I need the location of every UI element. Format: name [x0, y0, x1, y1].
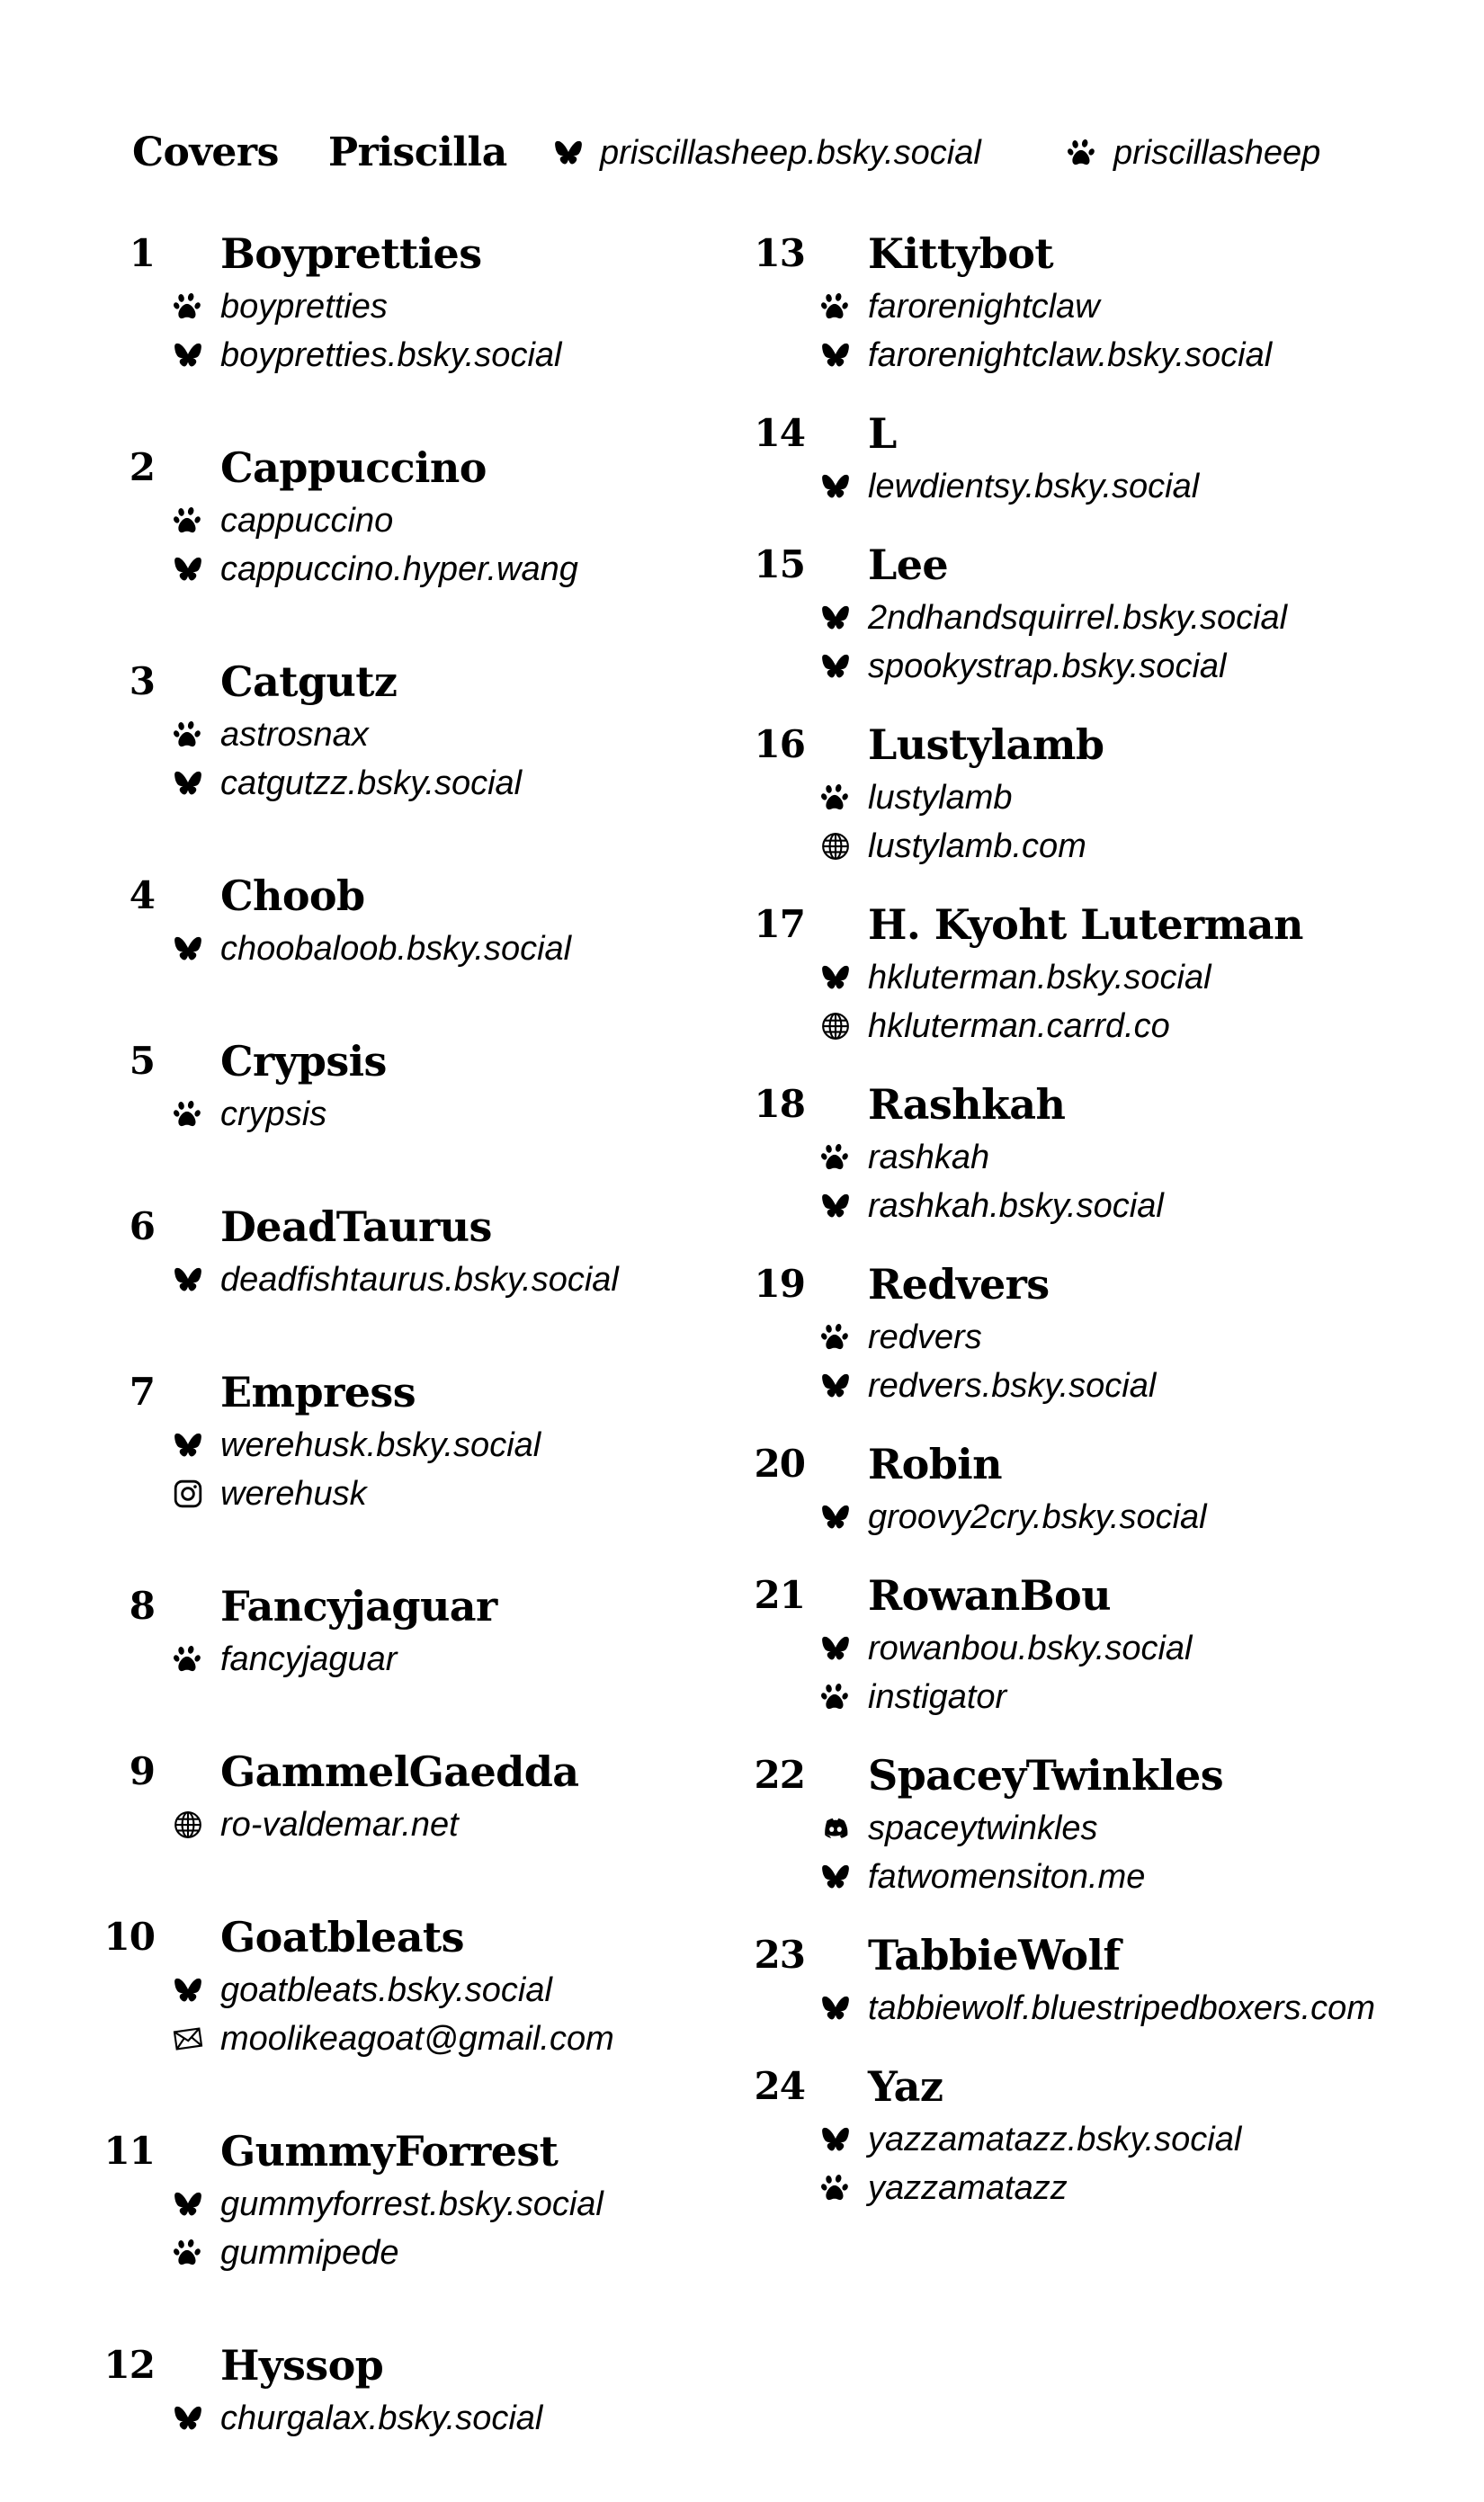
artist-link-paw[interactable]	[0, 1090, 720, 1139]
entry-number: 12	[103, 2343, 155, 2387]
bluesky-butterfly-icon	[820, 603, 851, 633]
entry-heading	[0, 1032, 720, 1090]
artist-handle: deadfishtaurus.bsky.social	[220, 1261, 619, 1299]
cover-entry	[648, 1255, 1457, 1410]
artist-handle: redvers	[868, 1318, 982, 1356]
bluesky-butterfly-icon	[820, 962, 851, 993]
entry-heading	[0, 867, 720, 925]
entry-number: 18	[754, 1082, 805, 1126]
entry-heading	[0, 1198, 720, 1255]
artist-link-butterfly[interactable]	[0, 759, 720, 808]
artist-handle: churgalax.bsky.social	[220, 2399, 543, 2437]
instagram-icon	[173, 1479, 203, 1509]
entry-number: 6	[129, 1204, 155, 1248]
bluesky-butterfly-icon	[173, 934, 203, 964]
artist-handle: ro-valdemar.net	[220, 1806, 459, 1844]
artist-link-paw[interactable]	[648, 1673, 1457, 1721]
cover-entry	[648, 896, 1457, 1050]
artist-link-globe[interactable]	[648, 822, 1457, 871]
page-header	[0, 126, 1484, 180]
artist-link-paw[interactable]	[648, 282, 1457, 331]
artist-name: GammelGaedda	[220, 1747, 579, 1796]
artist-link-butterfly[interactable]	[0, 545, 720, 594]
entry-heading	[648, 405, 1457, 462]
artist-name: Boypretties	[220, 229, 482, 278]
artist-handle: 2ndhandsquirrel.bsky.social	[868, 599, 1288, 637]
artist-handle: catgutzz.bsky.social	[220, 764, 523, 802]
bluesky-butterfly-icon	[820, 1993, 851, 2024]
discord-icon	[820, 1813, 851, 1844]
artist-link-butterfly[interactable]	[648, 462, 1457, 511]
paw-icon	[173, 505, 203, 536]
artist-handle: gummipede	[220, 2234, 399, 2272]
artist-handle: spaceytwinkles	[868, 1809, 1098, 1847]
entry-heading	[0, 653, 720, 710]
paw-icon	[820, 1322, 851, 1353]
artist-name: Lee	[868, 541, 949, 589]
artist-link-butterfly[interactable]	[648, 1853, 1457, 1901]
entry-heading	[0, 2337, 720, 2394]
cover-list-left-column	[0, 225, 720, 2502]
artist-link-discord[interactable]	[648, 1804, 1457, 1853]
entry-number: 17	[754, 902, 805, 946]
cover-entry	[0, 1577, 720, 1684]
artist-handle: boypretties	[220, 288, 388, 326]
bluesky-butterfly-icon	[173, 554, 203, 585]
cover-entry	[0, 867, 720, 973]
cover-entry	[0, 1743, 720, 1849]
cover-entry	[648, 1926, 1457, 2033]
artist-handle: gummyforrest.bsky.social	[220, 2185, 603, 2223]
bluesky-butterfly-icon	[820, 1502, 851, 1532]
artist-handle: lustylamb.com	[868, 827, 1086, 865]
artist-handle: rowanbou.bsky.social	[868, 1630, 1193, 1667]
paw-icon	[1067, 138, 1097, 168]
entry-number: 19	[754, 1262, 805, 1306]
artist-handle: yazzamatazz.bsky.social	[868, 2121, 1242, 2158]
artist-link-butterfly[interactable]	[648, 642, 1457, 691]
paw-icon	[820, 1682, 851, 1712]
globe-icon	[173, 1809, 203, 1840]
bluesky-butterfly-icon	[820, 471, 851, 502]
paw-icon	[173, 2238, 203, 2268]
entry-heading	[0, 1363, 720, 1421]
artist-name: Rashkah	[868, 1080, 1066, 1129]
cover-entry	[0, 1032, 720, 1139]
bluesky-butterfly-icon	[173, 340, 203, 371]
entry-number: 3	[129, 659, 155, 703]
entry-number: 20	[754, 1442, 805, 1486]
artist-handle: tabbiewolf.bluestripedboxers.com	[868, 1989, 1375, 2027]
artist-link-butterfly[interactable]	[648, 1493, 1457, 1541]
entry-number: 7	[129, 1370, 155, 1414]
artist-link-butterfly[interactable]	[648, 1624, 1457, 1673]
cover-entry	[648, 1567, 1457, 1721]
cover-entry	[648, 225, 1457, 380]
paw-icon	[173, 1099, 203, 1130]
entry-heading	[648, 896, 1457, 953]
entry-number: 4	[129, 873, 155, 917]
entry-number: 23	[754, 1933, 805, 1977]
entry-number: 24	[754, 2064, 805, 2108]
artist-name: RowanBou	[868, 1571, 1111, 1620]
entry-number: 10	[103, 1915, 155, 1959]
artist-link-butterfly[interactable]	[648, 2115, 1457, 2164]
entry-number: 14	[754, 411, 805, 455]
cover-entry	[0, 2122, 720, 2277]
bluesky-butterfly-icon	[820, 651, 851, 682]
artist-paw-handle: priscillasheep	[1113, 133, 1321, 172]
artist-name: Crypsis	[220, 1037, 387, 1086]
artist-handle: redvers.bsky.social	[868, 1367, 1157, 1405]
entry-heading	[0, 2122, 720, 2180]
artist-name: Cappuccino	[220, 443, 487, 492]
entry-number: 13	[754, 231, 805, 275]
paw-icon	[173, 291, 203, 322]
artist-handle: lewdientsy.bsky.social	[868, 468, 1200, 505]
artist-handle: lustylamb	[868, 779, 1013, 817]
cover-entry	[648, 716, 1457, 871]
entry-heading	[648, 1076, 1457, 1133]
entry-heading	[648, 1435, 1457, 1493]
paw-icon	[820, 782, 851, 813]
entry-number: 5	[129, 1039, 155, 1083]
entry-number: 16	[754, 722, 805, 766]
artist-handle: moolikeagoat@gmail.com	[220, 2020, 614, 2058]
cover-entry	[648, 1435, 1457, 1541]
artist-link-paw[interactable]	[0, 496, 720, 545]
entry-number: 9	[129, 1749, 155, 1793]
cover-entry	[648, 1747, 1457, 1901]
artist-link-butterfly[interactable]	[0, 925, 720, 973]
cover-entry	[0, 653, 720, 808]
globe-icon	[820, 1011, 851, 1041]
artist-handle: cappuccino.hyper.wang	[220, 550, 578, 588]
bluesky-butterfly-icon	[820, 340, 851, 371]
artist-link-butterfly[interactable]	[0, 2180, 720, 2229]
cover-entry	[0, 225, 720, 380]
artist-name: Kittybot	[868, 229, 1053, 278]
artist-handle: rashkah.bsky.social	[868, 1187, 1164, 1225]
cover-artist-name: Priscilla	[328, 130, 507, 175]
artist-handle: groovy2cry.bsky.social	[868, 1498, 1207, 1536]
artist-handle: boypretties.bsky.social	[220, 336, 562, 374]
entry-heading	[0, 225, 720, 282]
entry-number: 11	[103, 2129, 155, 2173]
artist-link-butterfly[interactable]	[0, 2394, 720, 2443]
artist-link-globe[interactable]	[648, 1002, 1457, 1050]
artist-name: Lustylamb	[868, 720, 1104, 769]
artist-handle: hkluterman.carrd.co	[868, 1007, 1170, 1045]
artist-link-butterfly[interactable]	[648, 594, 1457, 642]
bluesky-butterfly-icon	[820, 1191, 851, 1221]
artist-handle: crypsis	[220, 1095, 327, 1133]
artist-name: Choob	[220, 871, 365, 920]
cover-entry	[648, 1076, 1457, 1230]
entry-heading	[648, 225, 1457, 282]
artist-name: Empress	[220, 1368, 416, 1416]
entry-number: 15	[754, 542, 805, 586]
artist-link-butterfly[interactable]	[0, 1421, 720, 1470]
artist-name: Fancyjaguar	[220, 1582, 497, 1631]
artist-link-envelope[interactable]	[0, 2015, 720, 2063]
covers-label: Covers	[132, 130, 279, 175]
artist-link-butterfly[interactable]	[648, 953, 1457, 1002]
artist-link-butterfly[interactable]	[648, 1984, 1457, 2033]
artist-link-paw[interactable]	[648, 1133, 1457, 1182]
artist-name: Goatbleats	[220, 1913, 464, 1961]
entry-heading	[648, 1255, 1457, 1313]
artist-link-paw[interactable]	[648, 2164, 1457, 2212]
artist-handle: farorenightclaw.bsky.social	[868, 336, 1273, 374]
paw-icon	[173, 719, 203, 750]
cover-entry	[0, 1363, 720, 1518]
artist-name: H. Kyoht Luterman	[868, 900, 1303, 949]
artist-handle: farorenightclaw	[868, 288, 1100, 326]
artist-link-paw[interactable]	[0, 282, 720, 331]
artist-link-paw[interactable]	[648, 773, 1457, 822]
artist-link-paw[interactable]	[0, 1635, 720, 1684]
globe-icon	[820, 831, 851, 862]
bluesky-butterfly-icon	[173, 1430, 203, 1461]
artist-handle: rashkah	[868, 1139, 990, 1176]
entry-number: 8	[129, 1584, 155, 1628]
cover-entry	[0, 2337, 720, 2443]
artist-link-butterfly[interactable]	[0, 1255, 720, 1304]
artist-handle: hkluterman.bsky.social	[868, 959, 1211, 996]
paw-icon	[820, 1142, 851, 1173]
artist-name: Catgutz	[220, 657, 398, 706]
artist-handle: cappuccino	[220, 502, 394, 540]
artist-handle: choobaloob.bsky.social	[220, 930, 572, 968]
entry-number: 1	[129, 231, 155, 275]
artist-handle: werehusk	[220, 1475, 367, 1513]
artist-link-butterfly[interactable]	[0, 331, 720, 380]
entry-heading	[648, 536, 1457, 594]
artist-handle: werehusk.bsky.social	[220, 1426, 541, 1464]
artist-name: TabbieWolf	[868, 1931, 1121, 1979]
entry-heading	[0, 439, 720, 496]
artist-link-instagram[interactable]	[0, 1470, 720, 1518]
artist-name: Robin	[868, 1440, 1002, 1488]
paw-icon	[820, 291, 851, 322]
bluesky-butterfly-icon	[553, 138, 584, 168]
entry-heading	[648, 2058, 1457, 2115]
artist-link-butterfly[interactable]	[648, 331, 1457, 380]
entry-number: 2	[129, 445, 155, 489]
entry-heading	[648, 1747, 1457, 1804]
artist-link-butterfly[interactable]	[0, 1966, 720, 2015]
artist-bluesky-link[interactable]	[553, 126, 981, 180]
artist-name: Redvers	[868, 1260, 1050, 1309]
artist-name: Hyssop	[220, 2341, 384, 2390]
artist-link-paw[interactable]	[0, 2229, 720, 2277]
cover-entry	[648, 536, 1457, 691]
artist-handle: goatbleats.bsky.social	[220, 1971, 552, 2009]
artist-name: L	[868, 409, 897, 458]
cover-list-right-column	[648, 225, 1457, 2238]
artist-link-globe[interactable]	[0, 1801, 720, 1849]
bluesky-butterfly-icon	[820, 2124, 851, 2155]
artist-link-butterfly[interactable]	[648, 1362, 1457, 1410]
cover-entry	[0, 439, 720, 594]
entry-heading	[648, 1926, 1457, 1984]
paw-icon	[820, 2173, 851, 2203]
bluesky-butterfly-icon	[173, 1975, 203, 2006]
entry-heading	[0, 1743, 720, 1801]
artist-handle: spookystrap.bsky.social	[868, 648, 1227, 685]
paw-icon	[173, 1644, 203, 1675]
cover-entry	[648, 2058, 1457, 2212]
artist-name: Yaz	[868, 2062, 943, 2111]
artist-bluesky-handle: priscillasheep.bsky.social	[600, 133, 981, 172]
artist-handle: yazzamatazz	[868, 2169, 1068, 2207]
artist-name: GummyForrest	[220, 2127, 559, 2176]
artist-handle: fatwomensiton.me	[868, 1858, 1146, 1896]
bluesky-butterfly-icon	[173, 1264, 203, 1295]
artist-link-paw[interactable]	[648, 1313, 1457, 1362]
bluesky-butterfly-icon	[173, 2189, 203, 2220]
entry-heading	[648, 1567, 1457, 1624]
artist-name: SpaceyTwinkles	[868, 1751, 1223, 1800]
cover-entry	[648, 405, 1457, 511]
artist-handle: astrosnax	[220, 716, 369, 754]
artist-link-paw[interactable]	[0, 710, 720, 759]
entry-heading	[0, 1908, 720, 1966]
cover-entry	[0, 1198, 720, 1304]
bluesky-butterfly-icon	[173, 2403, 203, 2434]
entry-heading	[0, 1577, 720, 1635]
cover-entry	[0, 1908, 720, 2063]
artist-paw-link[interactable]	[1067, 126, 1320, 180]
bluesky-butterfly-icon	[820, 1371, 851, 1401]
bluesky-butterfly-icon	[173, 768, 203, 799]
artist-handle: instigator	[868, 1678, 1007, 1716]
artist-link-butterfly[interactable]	[648, 1182, 1457, 1230]
entry-number: 22	[754, 1753, 805, 1797]
entry-number: 21	[754, 1573, 805, 1617]
artist-handle: fancyjaguar	[220, 1640, 398, 1678]
artist-name: DeadTaurus	[220, 1202, 492, 1251]
bluesky-butterfly-icon	[820, 1862, 851, 1892]
entry-heading	[648, 716, 1457, 773]
bluesky-butterfly-icon	[820, 1633, 851, 1664]
envelope-icon	[173, 2024, 203, 2054]
